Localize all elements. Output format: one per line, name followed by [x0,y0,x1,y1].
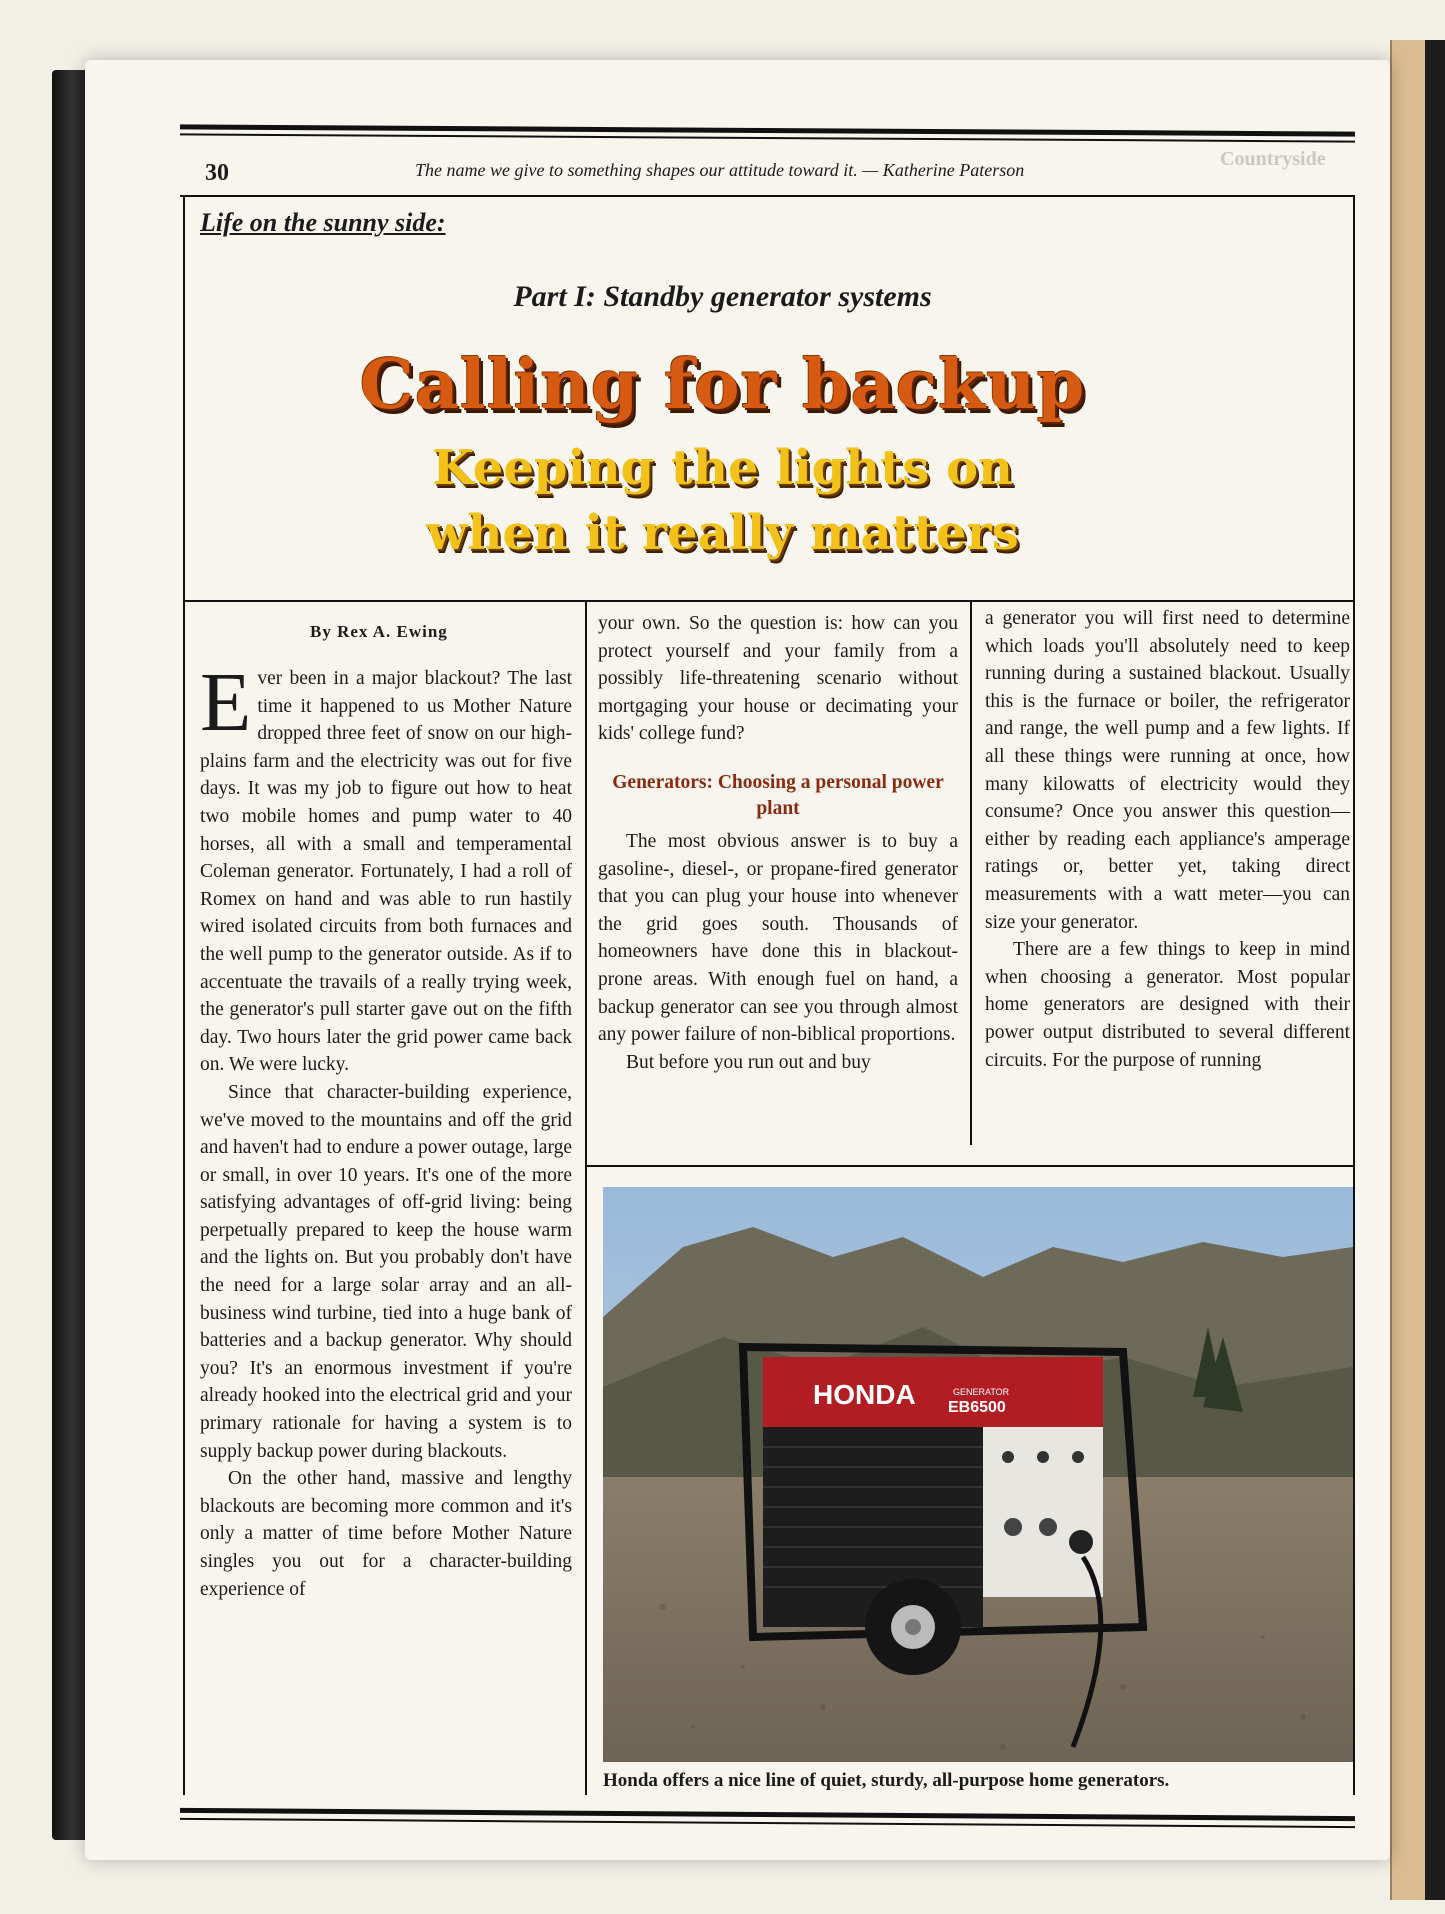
photo-brand-text: HONDA [813,1379,916,1410]
subheading: Generators: Choosing a personal power plant [612,771,944,819]
column-divider-1 [585,600,587,1795]
column-divider-2 [970,600,972,1145]
column-1 [200,656,572,1603]
photo-caption: Honda offers a nice line of quiet, sturdy, all-purpose home generators. [603,1770,1170,1791]
column-3 [985,605,1350,1074]
paragraph: a generator you will first need to determine which loads you'll absolutely need to keep running during a sustained blackout. Usually this is the furnace or boiler, the refrigerator and range, the well pump and a few lights. If all these things were running at once, how many kilowatts of electricity would they consume? Once you answer this question—either by reading each appliance's amperage ratings or, better yet, taking direct measurements with a watt meter—you can size your generator. [985,608,1350,933]
paragraph [200,656,572,1079]
frame-left [183,195,185,1795]
show-through-text: Countryside [1220,148,1326,170]
frame-right [1353,195,1355,1795]
column-2 [598,610,958,1076]
paragraph: There are a few things to keep in mind when choosing a generator. Most popular home generators are designed with their power output distributed to several different circuits. For the purpose of running [985,939,1350,1071]
generator-photo [603,1187,1353,1762]
paragraph: But before you run out and buy [626,1051,871,1073]
subtitle-line1: Keeping the lights on [432,440,1013,496]
page-number: 30 [205,160,229,186]
paragraph-text: ver been in a major blackout? The last time it happened to us Mother Nature dropped three feet of snow on our high-plains farm and the electricity was out for five days. It was my job to figure out how to heat two mobile homes and pump water to 40 horses, all with a small and temperamental Coleman generator. Fortunately, I had a roll of Romex on hand and was able to run hastily wired isolated circuits from both furnaces and the well pump to the generator outside. As if to accentuate the travails of a really trying week, the generator's pull starter gave out on the fifth day. Two hours later the grid power came back on. We were lucky. [200,668,572,1076]
part-title: Part I: Standby generator systems [513,280,932,313]
paragraph: On the other hand, massive and lengthy blackouts are becoming more common and it's only a matter of time before Mother Nature singles you out for a character-building experience of [200,1468,572,1600]
paragraph: The most obvious answer is to buy a gasoline-, diesel-, or propane-fired generator that you can plug your house into whenever the grid goes south. Thousands of homeowners have done this in blackout-prone areas. With enough fuel on hand, a backup generator can see you through almost any power failure of non-biblical proportions. [598,830,958,1046]
photo-top-rule [585,1165,1353,1167]
header-quote: The name we give to something shapes our attitude toward it. — Katherine Paterson [415,160,1025,180]
byline: By Rex A. Ewing [310,622,448,641]
title-rule [183,600,1353,602]
generator-photo-art [603,1187,1353,1762]
header-underline [180,195,1355,197]
section-heading: Life on the sunny side: [200,208,446,237]
facing-page-strip [1425,40,1445,1900]
photo-model-text: EB6500 [948,1399,1006,1416]
drop-cap: E [200,656,252,749]
paragraph: Since that character-building experience, we've moved to the mountains and off the grid and haven't had to endure a power outage, large or small, in over 10 years. It's one of the more satisfying advantages of off-grid living: being perpetually prepared to keep the house warm and the lights on. But you probably don't have the need for a large solar array and an all-business wind turbine, tied into a huge bank of batteries and a backup generator. Why should you? It's an enormous investment if you're already hooked into the electrical grid and your primary rationale for having a system is to supply backup power during blackouts. [200,1081,572,1462]
paragraph: your own. So the question is: how can you protect yourself and your family from a possibly life-threatening scenario without mortgaging your house or decimating your kids' college fund? [598,613,958,745]
main-title: Calling for backup [359,345,1086,425]
photo-panel-label: GENERATOR [953,1387,1010,1397]
subtitle-line2: when it really matters [426,505,1019,561]
